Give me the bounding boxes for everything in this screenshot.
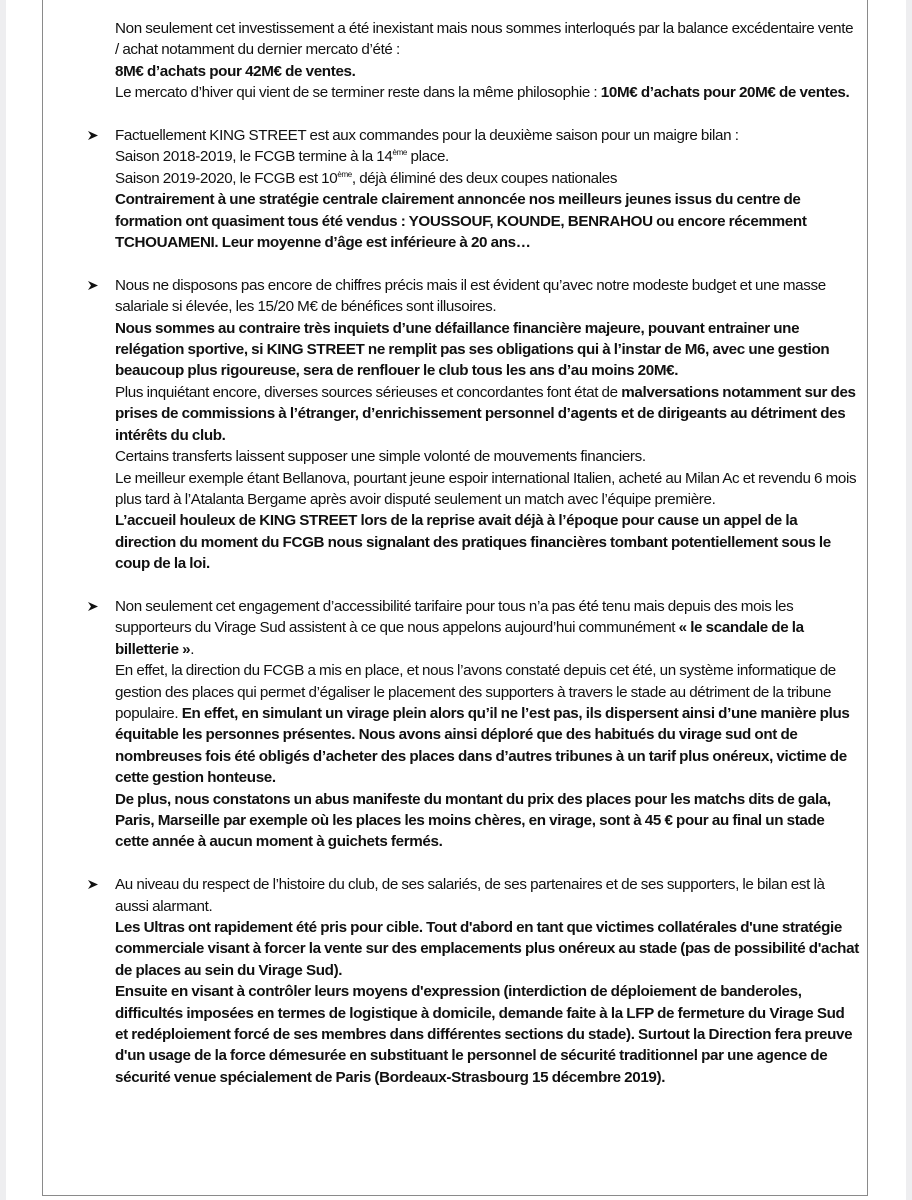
arrowhead-bullet-icon [86,596,100,617]
arrowhead-bullet-icon [86,275,100,296]
paragraph: Non seulement cet investissement a été inexistant mais nous sommes interloqués par la balance excédentaire vente / achat notamment du dernier mercato d’été : [115,20,854,59]
document-body [115,18,860,1110]
arrowhead-bullet-icon [86,874,100,895]
paragraph: Contrairement à une stratégie centrale clairement annoncée nos meilleurs jeunes issus du centre de formation ont quasiment tous été vendus : YOUSSOUF, KOUNDE, BENRAHOU ou encore récemment TCHOUAMENI. Leur moyenne d’âge est inférieure à 20 ans… [115,191,807,252]
paragraph: Plus inquiétant encore, diverses sources sérieuses et concordantes font état de malversations notamment sur des prises de commissions à l’étranger, d’enrichissement personnel d’agents et de dirigeants au détriment des intérêts du club. [115,383,856,444]
section-ticketing [115,596,860,853]
paragraph: En effet, la direction du FCGB a mis en place, et nous l’avons constaté depuis cet été, un système informatique de gestion des places qui permet d’égaliser le placement des supporters à travers le stade au détriment de la tribune populaire. En effet, en simulant un virage plein alors qu’il ne l’est pas, ils dispersent ainsi d’une manière plus équitable les personnes présentes. Nous avons ainsi déploré que des habitués du virage sud ont de nombreuses fois été obligés d’acheter des places dans d’autres tribunes à un tarif plus onéreux, victime de cette gestion honteuse. [115,662,850,787]
paragraph: Le mercato d’hiver qui vient de se terminer reste dans la même philosophie : 10M€ d’achats pour 20M€ de ventes. [115,84,850,102]
paragraph: Les Ultras ont rapidement été pris pour cible. Tout d'abord en tant que victimes collatérales d'une stratégie commerciale visant à forcer la vente sur des emplacements plus onéreux au stade (pas de possibilité d'achat de places au sein du Virage Sud). [115,919,859,979]
paragraph: L’accueil houleux de KING STREET lors de la reprise avait déjà à l’époque pour cause un appel de la direction du moment du FCGB nous signalant des pratiques financières tombant potentiellement sous le coup de la loi. [115,512,831,573]
paragraph: Factuellement KING STREET est aux commandes pour la deuxième saison pour un maigre bilan : [115,127,739,145]
paragraph: Nous sommes au contraire très inquiets d’une défaillance financière majeure, pouvant entrainer une relégation sportive, si KING STREET ne remplit pas ses obligations qui à l’instar de M6, avec une gestion beaucoup plus rigoureuse, sera de renflouer le club tous les ans d’au moins 20M€. [115,319,830,380]
paragraph: De plus, nous constatons un abus manifeste du montant du prix des places pour les matchs dits de gala, Paris, Marseille par exemple où les places les moins chères, en virage, sont à 45 € pour au final un stade cette année à aucun moment à guichets fermés. [115,790,831,851]
section-club-history [115,874,860,1088]
paragraph: Saison 2018-2019, le FCGB termine à la 14ème place. [115,148,449,166]
arrowhead-bullet-icon [86,125,100,146]
section-king-street-record [115,125,860,253]
paragraph: Au niveau du respect de l’histoire du club, de ses salariés, de ses partenaires et de ses supporters, le bilan est là aussi alarmant. [115,876,825,915]
viewer-right-margin [906,0,912,1200]
paragraph: Ensuite en visant à contrôler leurs moyens d'expression (interdiction de déploiement de banderoles, difficultés imposées en termes de logistique à domicile, demande faite à la LFP de fermeture du Virage Sud et redéploiement forcé de ses membres dans différentes sections du stade). Surtout la Direction fera preuve d'un usage de la force démesurée en substituant le personnel de sécurité traditionnel par une agence de sécurité venue spécialement de Paris (Bordeaux-Strasbourg 15 décembre 2019). [115,983,853,1086]
paragraph: Non seulement cet engagement d’accessibilité tarifaire pour tous n’a pas été tenu mais depuis des mois les supporteurs du Virage Sud assistent à ce que nous appelons aujourd’hui communément « le scandale de la billetterie ». [115,597,804,658]
paragraph: 8M€ d’achats pour 42M€ de ventes. [115,62,356,80]
paragraph: Nous ne disposons pas encore de chiffres précis mais il est évident qu’avec notre modeste budget et une masse salariale si élevée, les 15/20 M€ de bénéfices sont illusoires. [115,276,826,316]
section-investment [115,18,860,104]
paragraph: Le meilleur exemple étant Bellanova, pourtant jeune espoir international Italien, acheté au Milan Ac et revendu 6 mois plus tard à l’Atalanta Bergame après avoir disputé seulement un match avec l’équipe première. [115,469,857,508]
paragraph: Certains transferts laissent supposer une simple volonté de mouvements financiers. [115,448,646,466]
viewer-left-margin [0,0,6,1200]
section-finances [115,275,860,575]
paragraph: Saison 2019-2020, le FCGB est 10ème, déjà éliminé des deux coupes nationales [115,169,618,187]
